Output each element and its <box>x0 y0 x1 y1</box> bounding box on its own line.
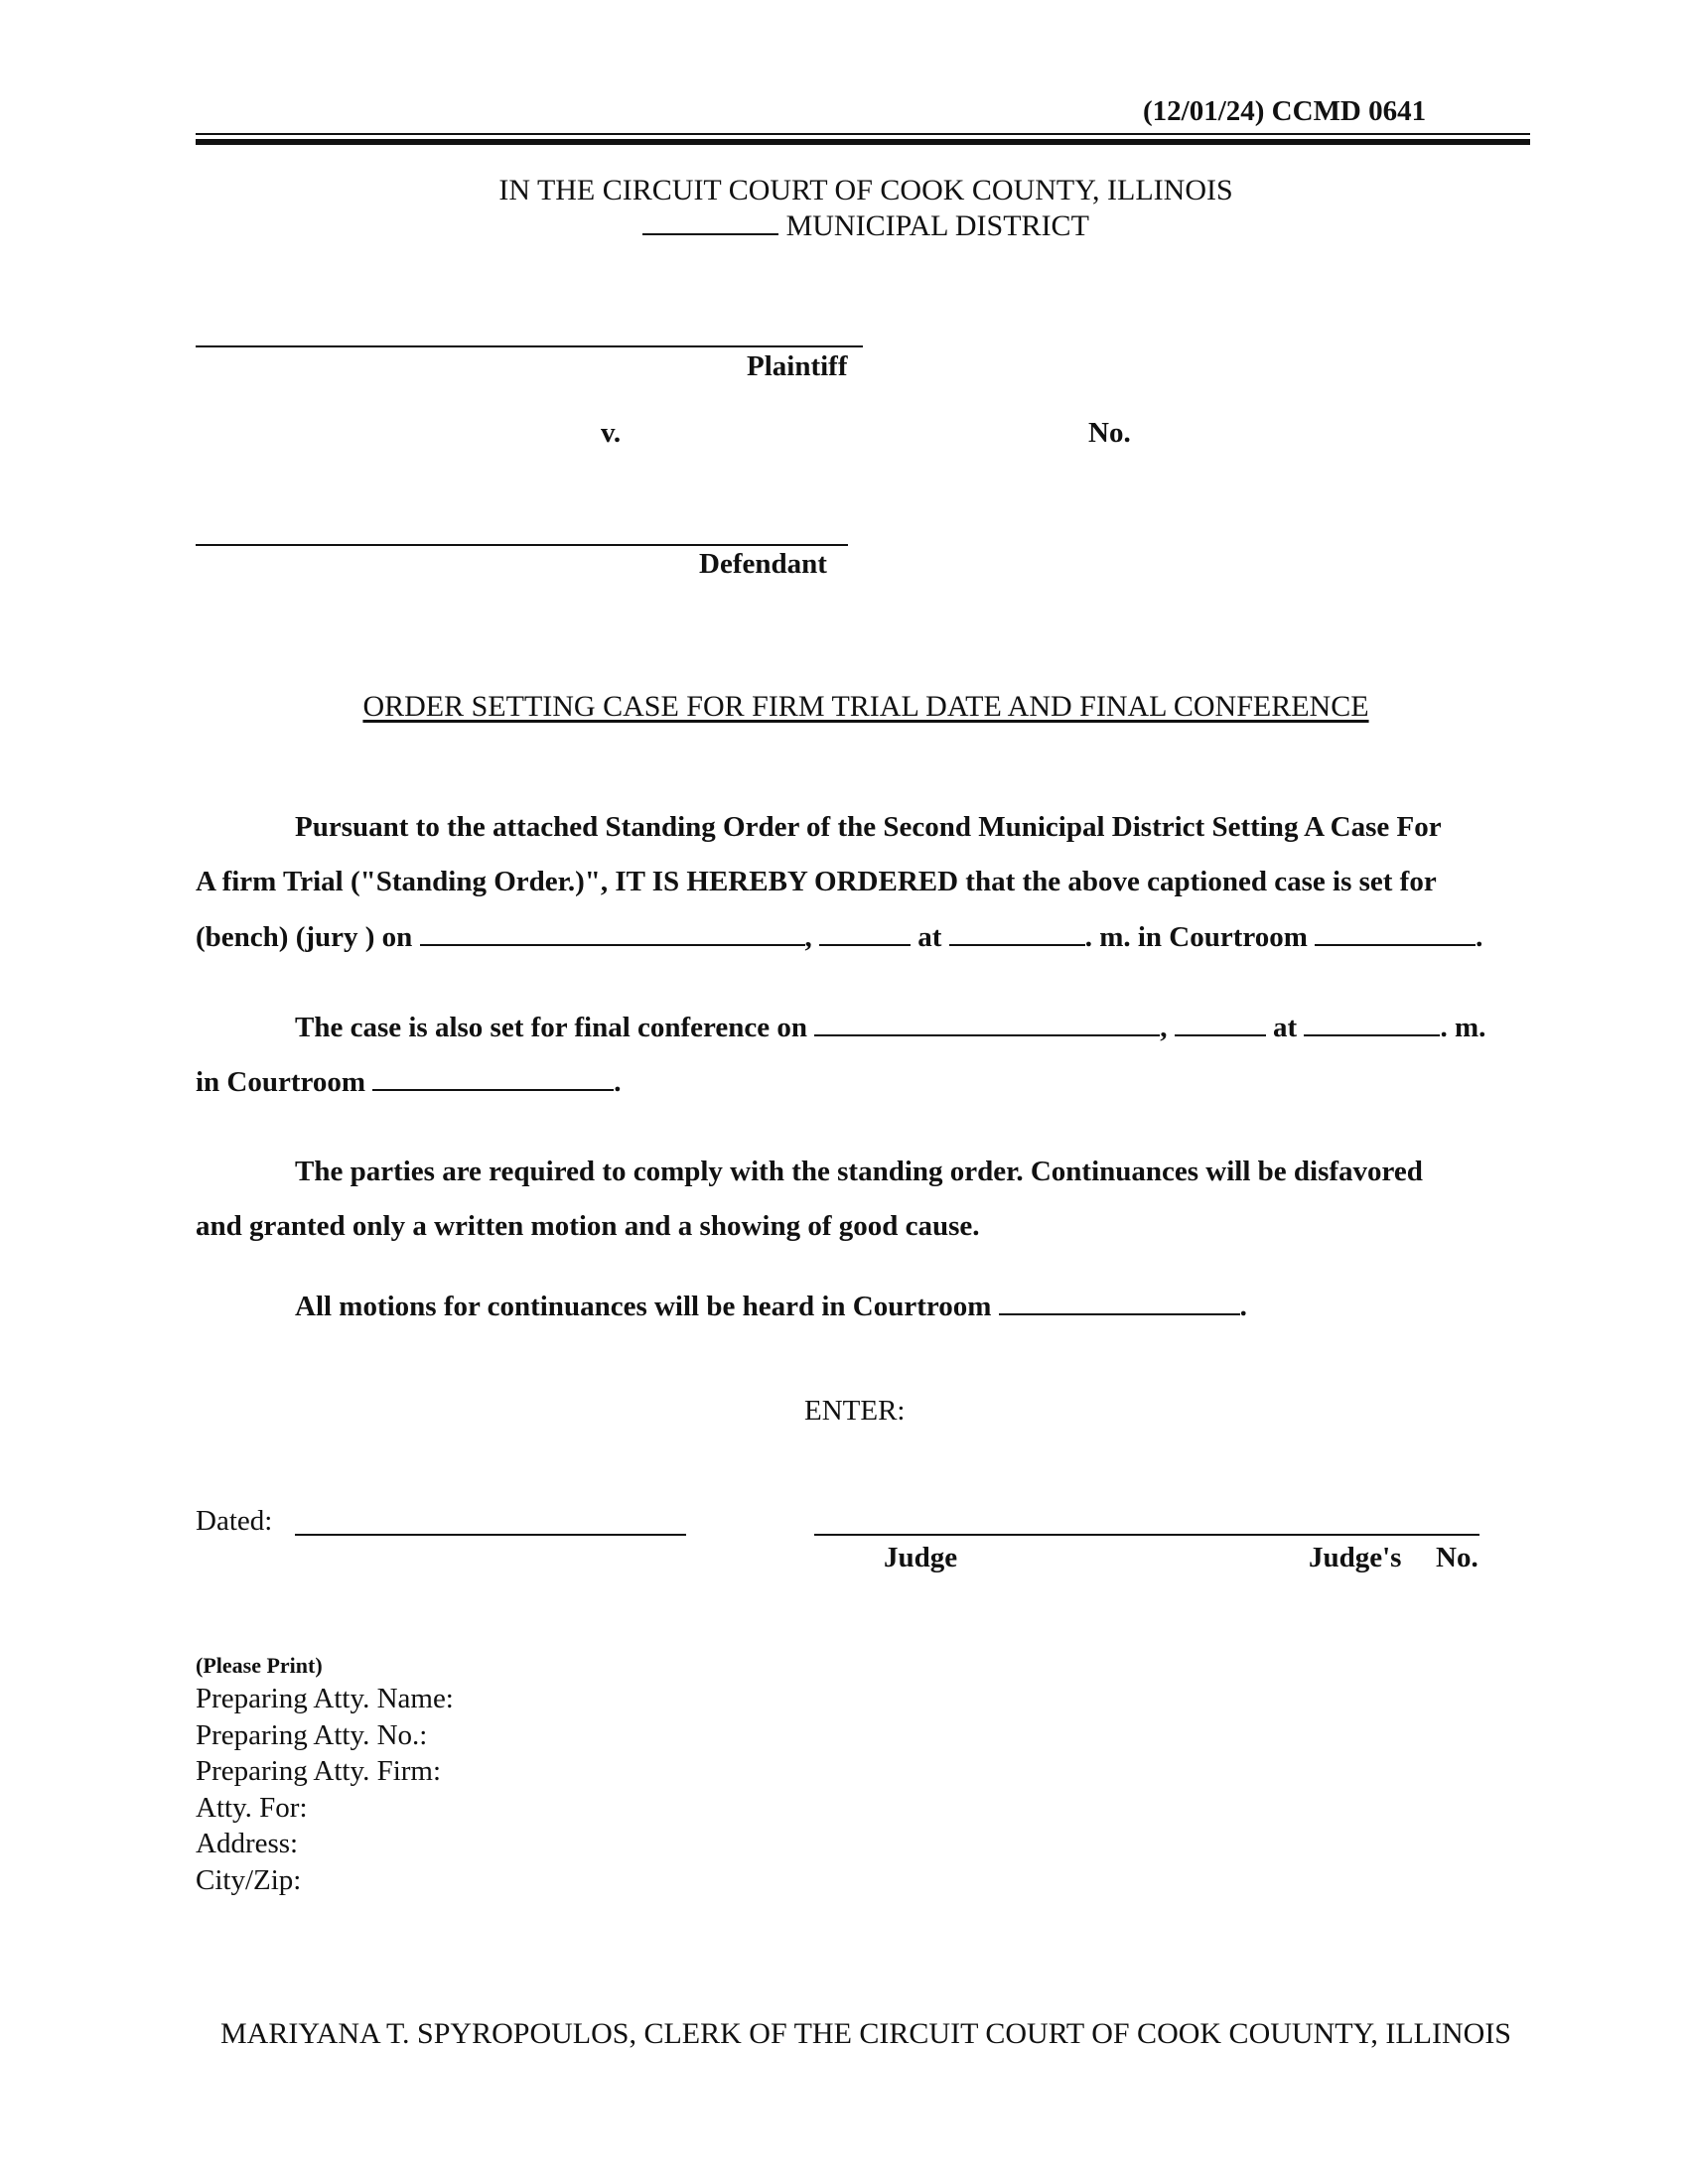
plaintiff-label: Plaintiff <box>747 350 848 382</box>
preparer-firm-label: Preparing Atty. Firm: <box>196 1755 442 1787</box>
continuance-courtroom-label: All motions for continuances will be heard in Courtroom <box>295 1291 992 1322</box>
form-code: (12/01/24) CCMD 0641 <box>1143 95 1427 127</box>
judge-number-label: No. <box>1436 1542 1478 1573</box>
conference-date-blank[interactable] <box>814 1011 1160 1036</box>
address-label: Address: <box>196 1828 299 1859</box>
district-label: MUNICIPAL DISTRICT <box>785 209 1089 242</box>
clerk-footer: MARIYANA T. SPYROPOULOS, CLERK OF THE CIRCUIT COURT OF COOK COUUNTY, ILLINOIS <box>219 2017 1511 2050</box>
paragraph3-line2: and granted only a written motion and a showing of good cause. <box>196 1210 980 1242</box>
preparer-number-label: Preparing Atty. No.: <box>196 1718 428 1751</box>
bench-jury-label: (bench) (jury ) on <box>196 921 413 953</box>
paragraph2-line1 <box>196 1011 1485 1044</box>
final-conference-label: The case is also set for final conference on <box>295 1012 808 1043</box>
paragraph1-line3 <box>196 920 1482 954</box>
m-label: . m. <box>1440 1012 1486 1043</box>
court-title: IN THE CIRCUIT COURT OF COOK COUNTY, ILLINOIS <box>498 174 1233 206</box>
trial-year-blank[interactable] <box>819 920 911 946</box>
trial-date-blank[interactable] <box>420 920 805 946</box>
paragraph1-line2: A firm Trial ("Standing Order.)", IT IS HEREBY ORDERED that the above captioned case is set for <box>196 866 1437 897</box>
judge-no-label: Judge's <box>1309 1542 1402 1573</box>
enter-label: ENTER: <box>804 1395 906 1427</box>
district-line <box>0 209 1688 243</box>
at-label: at <box>917 921 942 953</box>
case-number-label: No. <box>1088 417 1131 449</box>
judge-signature-blank[interactable] <box>814 1534 1479 1536</box>
comma: , <box>804 921 812 953</box>
preparer-fields <box>196 1681 454 1898</box>
period: . <box>1476 921 1483 953</box>
city-zip-label: City/Zip: <box>196 1863 302 1896</box>
conference-time-blank[interactable] <box>1304 1011 1440 1036</box>
paragraph4 <box>196 1290 1247 1323</box>
conference-year-blank[interactable] <box>1175 1011 1266 1036</box>
preparer-name-label: Preparing Atty. Name: <box>196 1683 454 1714</box>
defendant-blank[interactable] <box>196 544 848 546</box>
defendant-label: Defendant <box>699 548 827 580</box>
plaintiff-blank[interactable] <box>196 345 863 347</box>
continuance-courtroom-blank[interactable] <box>999 1290 1240 1315</box>
paragraph1-line1: Pursuant to the attached Standing Order of the Second Municipal District Setting A Case For <box>295 811 1442 843</box>
please-print-note: (Please Print) <box>196 1653 323 1678</box>
judge-label: Judge <box>884 1542 958 1573</box>
order-title: ORDER SETTING CASE FOR FIRM TRIAL DATE AND FINAL CONFERENCE <box>362 690 1369 723</box>
conference-courtroom-blank[interactable] <box>372 1065 614 1091</box>
at-label: at <box>1273 1012 1298 1043</box>
period: . <box>614 1066 622 1098</box>
dated-blank[interactable] <box>295 1534 686 1536</box>
header-rule-thick <box>196 139 1530 145</box>
paragraph2-line2 <box>196 1065 622 1099</box>
trial-courtroom-blank[interactable] <box>1315 920 1476 946</box>
comma: , <box>1160 1012 1168 1043</box>
trial-time-blank[interactable] <box>949 920 1085 946</box>
district-blank[interactable] <box>642 209 778 235</box>
courtroom-label: in Courtroom <box>196 1066 366 1098</box>
versus-label: v. <box>601 417 622 449</box>
period: . <box>1239 1291 1247 1322</box>
attorney-for-label: Atty. For: <box>196 1791 308 1824</box>
dated-label: Dated: <box>196 1505 273 1537</box>
header-rule-thin <box>196 133 1530 135</box>
paragraph3-line1: The parties are required to comply with the standing order. Continuances will be disfavored <box>295 1156 1423 1187</box>
courtroom-label: . m. in Courtroom <box>1084 921 1308 953</box>
